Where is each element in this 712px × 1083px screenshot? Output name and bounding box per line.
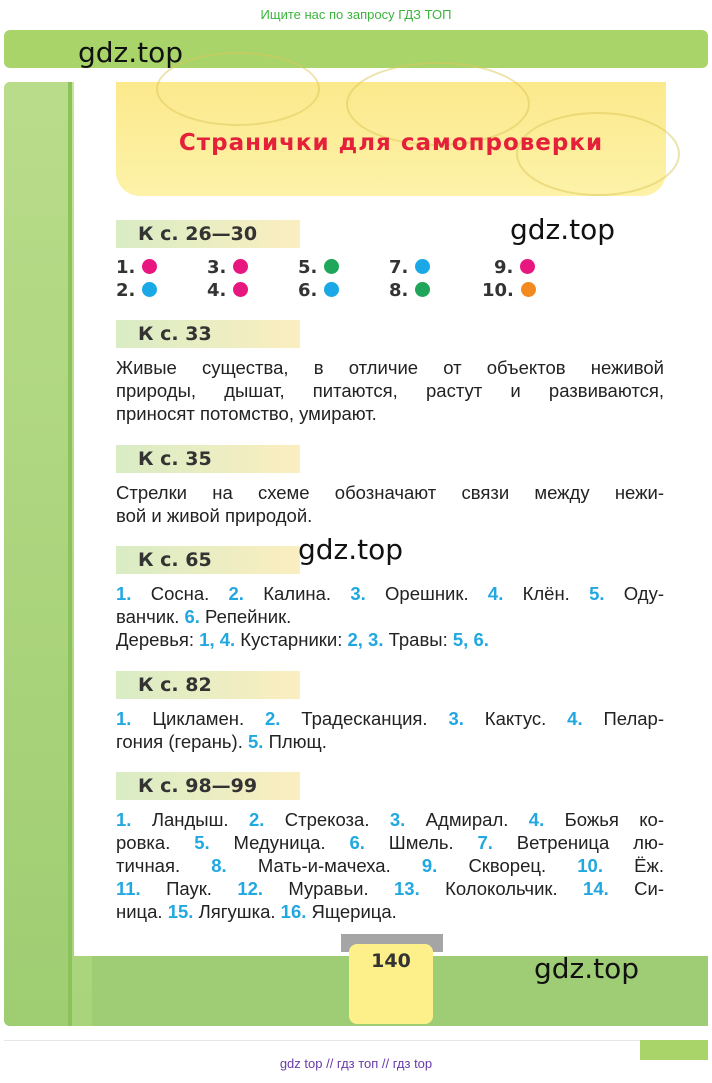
answer-text: Живые существа, в отличие от объектов неживой природы, дышат, питаются, растут и развиваются, приносят потомство, умирают. [116, 357, 664, 424]
answer-text: 1. Сосна. 2. Калина. 3. Орешник. 4. Клён. 5. Оду- ванчик. 6. Репейник. Деревья: 1, 4. Кустарники: 2, 3. Травы: 5, 6. [116, 583, 664, 650]
watermark: gdz.top [78, 36, 184, 69]
answer-dot [142, 282, 157, 297]
section-heading: К с. 65 [116, 546, 300, 574]
top-note: Ищите нас по запросу ГДЗ ТОП [260, 7, 452, 22]
answer-dots [116, 255, 636, 305]
answer-text: 1. Цикламен. 2. Традесканция. 3. Кактус. 4. Пелар- гония (герань). 5. Плющ. [116, 708, 664, 752]
answer-text: 1. Ландыш. 2. Стрекоза. 3. Адмирал. 4. Божья ко- ровка. 5. Медуница. 6. Шмель. 7. Ветреница лю- тичная. 8. Мать-и-мачеха. 9. Скворец. 10. Ёж. 11. Паук. 12. Муравьи. 13. Колокольчик. 14. Си- ница. 15. Лягушка. 16. Ящерица. [116, 809, 664, 922]
section-heading: К с. 35 [116, 445, 300, 473]
answer-item: 1. [116, 257, 157, 278]
leaf-strip [4, 82, 72, 1026]
watermark: gdz.top [510, 213, 616, 246]
section-heading: К с. 26—30 [116, 220, 300, 248]
answer-dot [324, 282, 339, 297]
answer-dot [233, 282, 248, 297]
answer-dot [520, 259, 535, 274]
answer-dot [521, 282, 536, 297]
answer-dot [233, 259, 248, 274]
answer-item: 6. [298, 280, 339, 301]
answer-dot [415, 282, 430, 297]
footer-links[interactable]: gdz top // гдз топ // гдз top [279, 1056, 433, 1071]
answer-text: Стрелки на схеме обозначают связи между нежи- вой и живой природой. [116, 482, 664, 526]
answer-item: 3. [207, 257, 248, 278]
watermark: gdz.top [534, 952, 640, 985]
answer-item: 2. [116, 280, 157, 301]
answer-item: 4. [207, 280, 248, 301]
answer-item: 8. [389, 280, 430, 301]
answer-item: 5. [298, 257, 339, 278]
page-title: Странички для самопроверки [178, 130, 604, 156]
section-heading: К с. 98—99 [116, 772, 300, 800]
answer-dot [415, 259, 430, 274]
answer-item: 10. [482, 280, 536, 301]
answer-item: 7. [389, 257, 430, 278]
leaf-vein [156, 52, 320, 126]
answer-item: 9. [494, 257, 535, 278]
watermark: gdz.top [298, 533, 404, 566]
page-number: 140 [371, 950, 411, 972]
answer-dot [324, 259, 339, 274]
section-heading: К с. 33 [116, 320, 300, 348]
section-heading: К с. 82 [116, 671, 300, 699]
answer-dot [142, 259, 157, 274]
